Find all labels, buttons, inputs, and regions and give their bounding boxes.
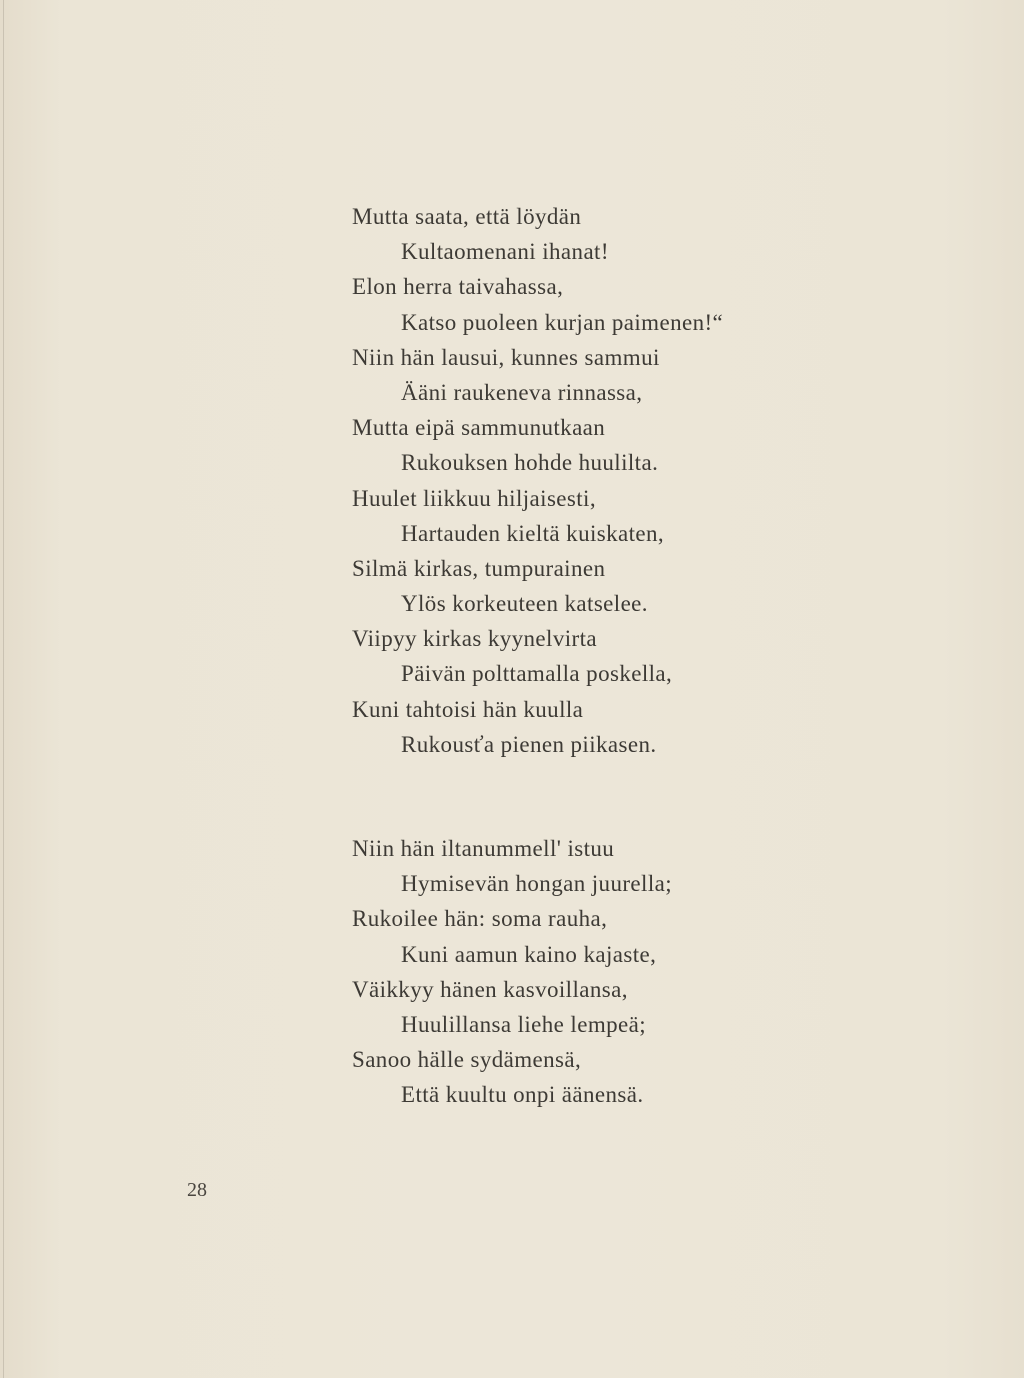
poem-stanza-2 xyxy=(0,831,1024,1113)
poem-line: Rukoilee hän: soma rauha, xyxy=(352,906,608,932)
poem-line: Ylös korkeuteen katselee. xyxy=(401,591,648,617)
poem-line: Hymisevän hongan juurella; xyxy=(401,871,673,897)
poem-line: Niin hän lausui, kunnes sammui xyxy=(352,344,660,370)
poem-line: Rukousťa pienen piikasen. xyxy=(401,731,657,757)
poem-line: Että kuultu onpi äänensä. xyxy=(401,1082,644,1108)
poem-line: Mutta saata, että löydän xyxy=(352,204,582,229)
poem-stanza-1 xyxy=(0,199,1024,762)
poem-line: Kuni tahtoisi hän kuulla xyxy=(352,696,584,722)
page-number: 28 xyxy=(187,1179,207,1201)
poem-line: Rukouksen hohde huulilta. xyxy=(401,450,659,476)
poem-line: Kuni aamun kaino kajaste, xyxy=(401,941,657,967)
poem-line: Päivän polttamalla poskella, xyxy=(401,661,673,687)
poem-line: Kultaomenani ihanat! xyxy=(401,239,609,265)
poem-line: Huulet liikkuu hiljaisesti, xyxy=(352,485,596,511)
poem-line: Viipyy kirkas kyynelvirta xyxy=(352,626,597,652)
poem-line: Katso puoleen kurjan paimenen!“ xyxy=(401,309,724,335)
poem-line: Mutta eipä sammunutkaan xyxy=(352,415,606,441)
poem-line: Hartauden kieltä kuiskaten, xyxy=(401,520,665,546)
poem-line: Väikkyy hänen kasvoillansa, xyxy=(352,976,628,1002)
poem-line: Elon herra taivahassa, xyxy=(352,274,564,300)
poem-line: Niin hän iltanummell' istuu xyxy=(352,836,615,861)
poem-line: Silmä kirkas, tumpurainen xyxy=(352,555,606,581)
poem-line: Sanoo hälle sydämensä, xyxy=(352,1047,582,1073)
poem-line: Huulillansa liehe lempeä; xyxy=(401,1011,647,1037)
poem-line: Ääni raukeneva rinnassa, xyxy=(401,379,643,405)
